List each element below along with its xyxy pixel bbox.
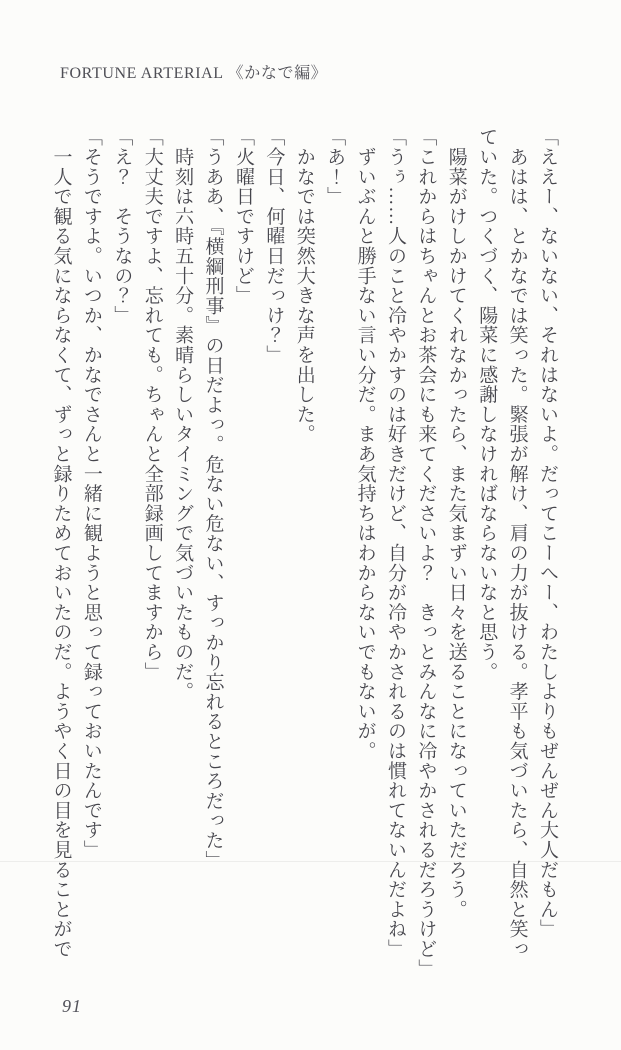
text-column: 「うああ、『横綱刑事』の日だよっ。危ない危ない、すっかり忘れるところだった」 xyxy=(202,127,224,870)
text-column: ていた。つくづく、陽菜に感謝しなければならないなと思う。 xyxy=(476,127,498,682)
text-column: 「うぅ……人のこと冷やかすのは好きだけど、自分が冷やかされるのは慣れてないんだよね」 xyxy=(384,127,406,959)
text-column: 陽菜がけしかけてくれなかったら、また気まずい日々を送ることになっていただろう。 xyxy=(445,127,467,919)
text-column: あはは、とかなでは笑った。緊張が解け、肩の力が抜ける。孝平も気づいたら、自然と笑っ xyxy=(506,127,528,959)
text-column: かなでは突然大きな声を出した。 xyxy=(293,127,315,444)
text-column: 「え？ そうなの？」 xyxy=(111,127,133,325)
running-head: FORTUNE ARTERIAL 《かなで編》 xyxy=(60,65,328,82)
page-number: 91 xyxy=(62,996,82,1016)
text-column: 「そうですよ。いつか、かなでさんと一緒に観ようと思って録っておいたんです」 xyxy=(80,127,102,860)
text-column: 「ええー、ないない、それはないよ。だってこーへー、わたしよりもぜんぜん大人だもん」 xyxy=(537,127,558,939)
text-column: 「これからはちゃんとお茶会にも来てくださいよ？ きっとみんなに冷やかされるだろうけど」 xyxy=(415,127,437,979)
text-column: 「あ！」 xyxy=(324,127,346,207)
text-column: 時刻は六時五十分。素晴らしいタイミングで気づいたものだ。 xyxy=(172,127,194,702)
text-column: 一人で観る気にならなくて、ずっと録りためておいたのだ。ようやく日の目を見ることがで xyxy=(50,127,72,959)
text-column: ずいぶんと勝手ない言い分だ。まあ気持ちはわからないでもないが。 xyxy=(354,127,376,761)
text-column: 「火曜日ですけど」 xyxy=(232,127,254,306)
body-text xyxy=(45,127,562,999)
scan-artifact-line xyxy=(0,861,621,862)
text-column: 「大丈夫ですよ、忘れても。ちゃんと全部録画してますから」 xyxy=(141,127,163,682)
text-column: 「今日、何曜日だっけ？」 xyxy=(263,127,285,365)
